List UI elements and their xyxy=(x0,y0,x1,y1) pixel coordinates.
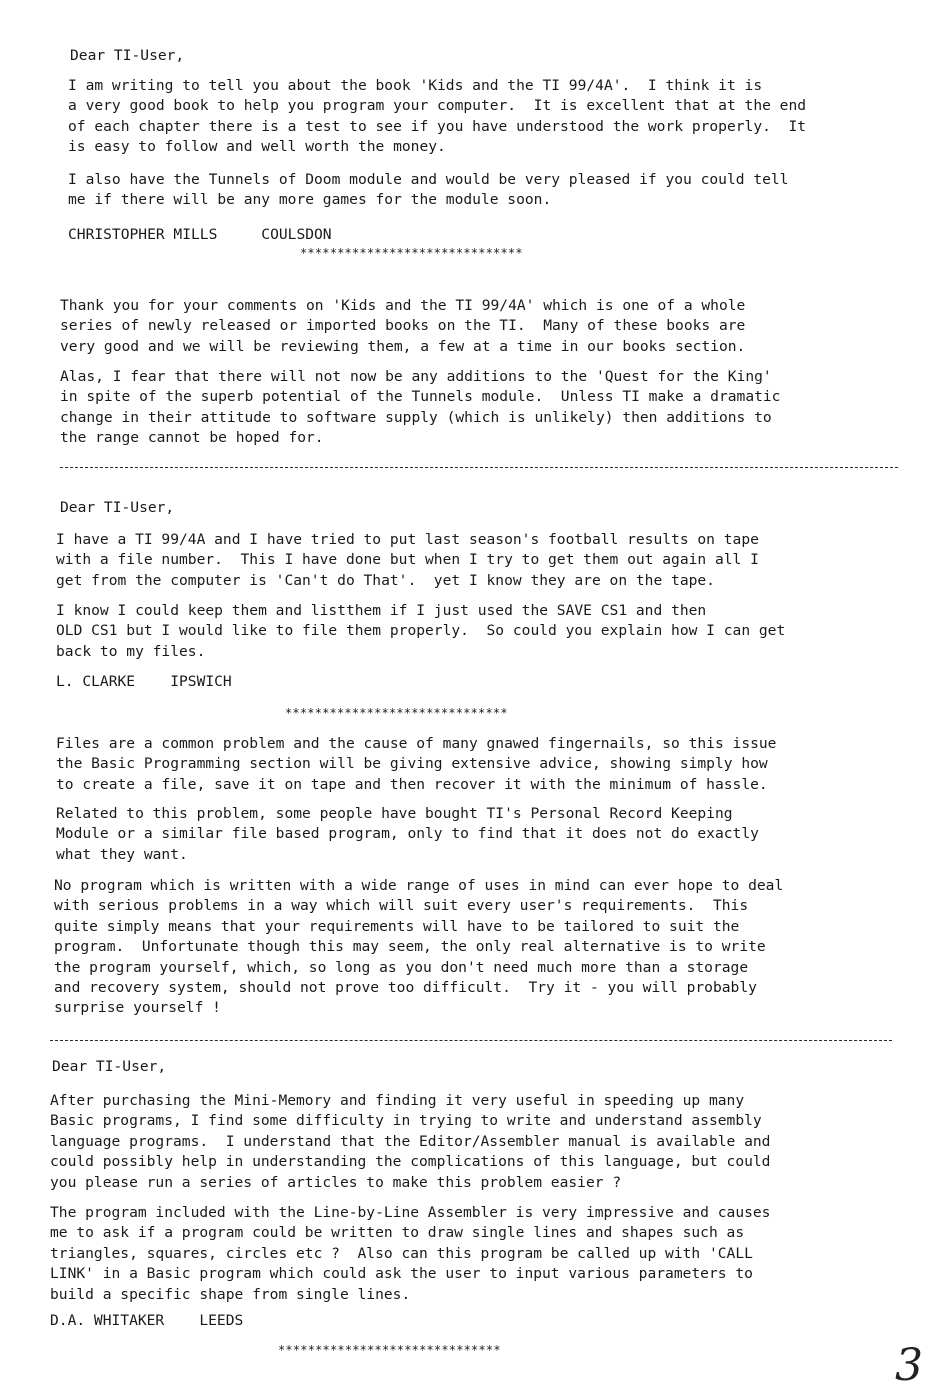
text-line: quite simply means that your requirements will have to be tailored to suit the xyxy=(54,917,740,935)
reply2-paragraph-3 xyxy=(54,876,783,1019)
letter2-salutation: Dear TI-User, xyxy=(60,499,175,516)
text-line: No program which is written with a wide range of uses in mind can ever hope to deal xyxy=(54,877,784,894)
text-line: in spite of the superb potential of the Tunnels module. Unless TI make a dramatic xyxy=(60,388,781,406)
text-line: you please run a series of articles to make this problem easier ? xyxy=(50,1173,622,1191)
text-line: The program included with the Line-by-Line Assembler is very impressive and causes xyxy=(50,1204,771,1221)
text-line: of each chapter there is a test to see if you have understood the work properly. It xyxy=(68,117,807,135)
text-line: I am writing to tell you about the book 'Kids and the TI 99/4A'. I think it is xyxy=(68,77,763,94)
text-line: triangles, squares, circles etc ? Also can this program be called up with 'CALL xyxy=(50,1244,753,1262)
text-line: very good and we will be reviewing them, a few at a time in our books section. xyxy=(60,337,746,355)
reply2-paragraph-1 xyxy=(56,734,776,795)
letter2-signature: L. CLARKE IPSWICH xyxy=(56,673,232,690)
page-number: 3 xyxy=(895,1340,923,1391)
text-line: a very good book to help you program your computer. It is excellent that at the end xyxy=(68,97,807,115)
letter1-signature: CHRISTOPHER MILLS COULSDON xyxy=(68,226,332,243)
letter3-signature: D.A. WHITAKER LEEDS xyxy=(50,1312,244,1329)
text-line: is easy to follow and well worth the money. xyxy=(68,138,446,156)
letter1-paragraph-1 xyxy=(68,76,806,158)
text-line: Files are a common problem and the cause of many gnawed fingernails, so this issue xyxy=(56,735,777,752)
text-line: me to ask if a program could be written to draw single lines and shapes such as xyxy=(50,1224,745,1242)
text-line: After purchasing the Mini-Memory and finding it very useful in speeding up many xyxy=(50,1092,745,1109)
text-line: Alas, I fear that there will not now be any additions to the 'Quest for the King' xyxy=(60,368,772,385)
dashed-separator xyxy=(50,1040,892,1041)
letter2-paragraph-2 xyxy=(56,601,785,662)
letter1-paragraph-2 xyxy=(68,170,788,211)
letter2-paragraph-1 xyxy=(56,530,759,591)
text-line: the Basic Programming section will be giving extensive advice, showing simply how xyxy=(56,755,768,773)
text-line: what they want. xyxy=(56,845,188,863)
text-line: Module or a similar file based program, only to find that it does not do exactly xyxy=(56,825,759,843)
text-line: I have a TI 99/4A and I have tried to put last season's football results on tape xyxy=(56,531,759,548)
text-line: the program yourself, which, so long as you don't need much more than a storage xyxy=(54,958,749,976)
dashed-separator xyxy=(60,467,898,468)
reply1-paragraph-1 xyxy=(60,296,745,357)
text-line: Basic programs, I find some difficulty in trying to write and understand assembly xyxy=(50,1112,762,1130)
text-line: change in their attitude to software supply (which is unlikely) then additions to xyxy=(60,408,772,426)
text-line: to create a file, save it on tape and then recover it with the minimum of hassle. xyxy=(56,775,768,793)
reply1-paragraph-2 xyxy=(60,367,780,449)
text-line: surprise yourself ! xyxy=(54,999,221,1017)
text-line: I also have the Tunnels of Doom module and would be very pleased if you could tell xyxy=(68,171,789,188)
text-line: back to my files. xyxy=(56,642,206,660)
text-line: I know I could keep them and listthem if I just used the SAVE CS1 and then xyxy=(56,602,707,619)
text-line: with a file number. This I have done but when I try to get them out again all I xyxy=(56,551,759,569)
letter3-salutation: Dear TI-User, xyxy=(52,1058,167,1075)
text-line: LINK' in a Basic program which could ask the user to input various parameters to xyxy=(50,1265,753,1283)
letter3-divider: ****************************** xyxy=(278,1343,501,1357)
text-line: OLD CS1 but I would like to file them properly. So could you explain how I can get xyxy=(56,622,786,640)
text-line: the range cannot be hoped for. xyxy=(60,429,324,447)
text-line: Thank you for your comments on 'Kids and the TI 99/4A' which is one of a whole xyxy=(60,297,746,314)
text-line: series of newly released or imported books on the TI. Many of these books are xyxy=(60,317,746,335)
letter3-paragraph-1 xyxy=(50,1091,770,1193)
text-line: build a specific shape from single lines. xyxy=(50,1285,411,1303)
letter1-divider: ****************************** xyxy=(300,246,523,260)
text-line: with serious problems in a way which will suit every user's requirements. This xyxy=(54,897,749,915)
text-line: language programs. I understand that the Editor/Assembler manual is available and xyxy=(50,1132,771,1150)
letter2-divider: ****************************** xyxy=(285,706,508,720)
letter3-paragraph-2 xyxy=(50,1203,770,1305)
reply2-paragraph-2 xyxy=(56,804,759,865)
text-line: and recovery system, should not prove too difficult. Try it - you will probably xyxy=(54,979,757,997)
text-line: get from the computer is 'Can't do That'. yet I know they are on the tape. xyxy=(56,571,715,589)
text-line: me if there will be any more games for the module soon. xyxy=(68,191,552,209)
letter1-salutation: Dear TI-User, xyxy=(70,47,185,64)
text-line: Related to this problem, some people have bought TI's Personal Record Keeping xyxy=(56,805,733,822)
text-line: program. Unfortunate though this may seem, the only real alternative is to write xyxy=(54,938,766,956)
text-line: could possibly help in understanding the complications of this language, but could xyxy=(50,1153,771,1171)
